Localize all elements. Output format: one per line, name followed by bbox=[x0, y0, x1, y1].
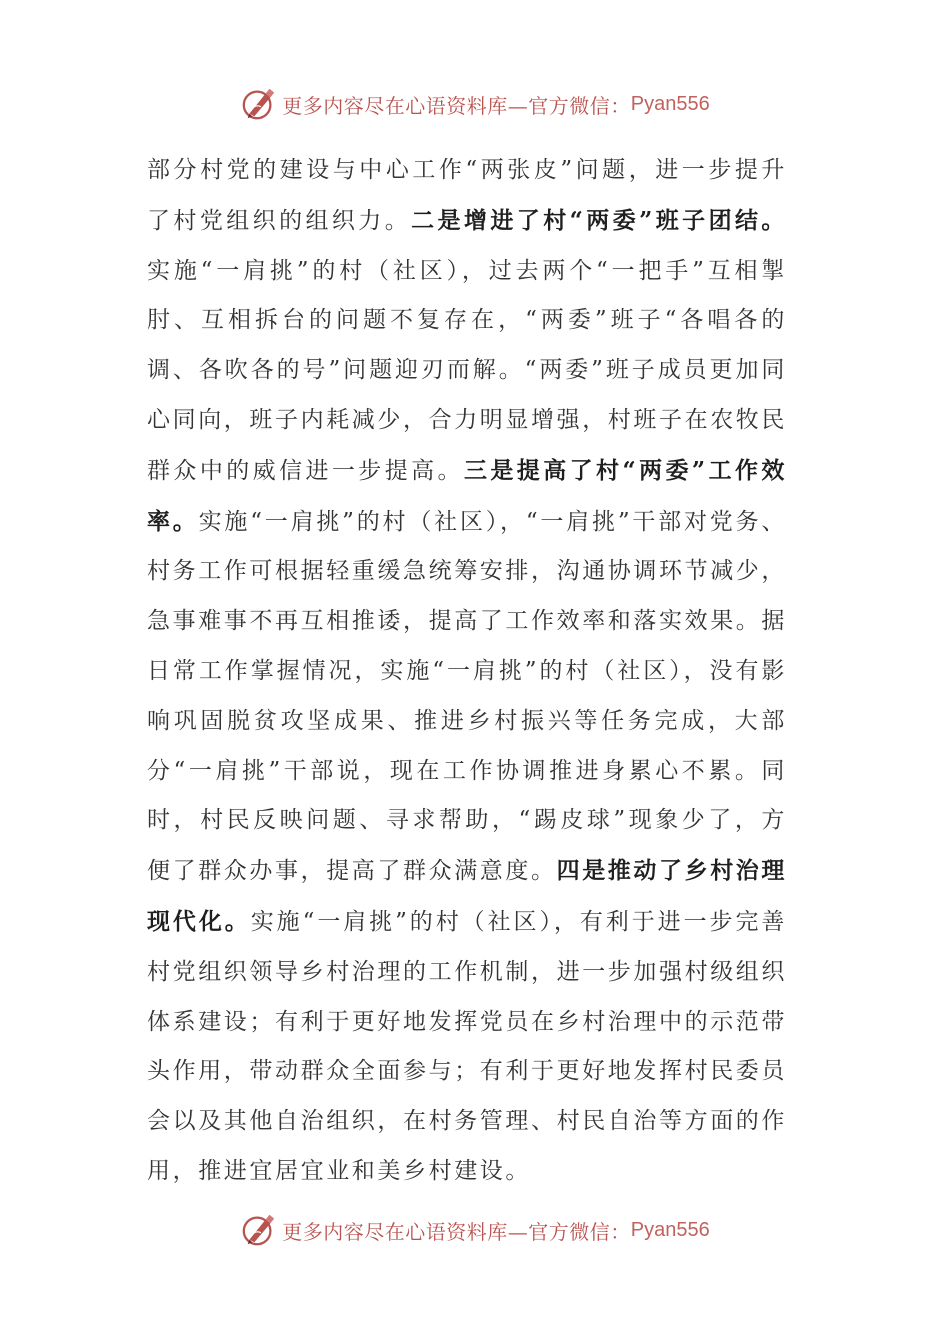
pen-logo-icon bbox=[240, 1211, 278, 1249]
header-watermark-banner bbox=[0, 82, 950, 126]
header-wechat-id: Pyan556 bbox=[630, 92, 710, 115]
footer-watermark-banner bbox=[0, 1208, 950, 1252]
body-sentence-4: 实施“一肩挑”的村（社区），有利于进一步完善村党组织领导乡村治理的工作机制，进一步加强村级组织体系建设；有利于更好地发挥党员在乡村治理中的示范带头作用，带动群众全面参与；有利于更好地发挥村民委员会以及其他自治组织，在村务管理、村民自治等方面的作用，推进宜居宜业和美乡村建设。 bbox=[147, 908, 788, 1184]
body-sentence-2: 实施“一肩挑”的村（社区），过去两个“一把手”互相掣肘、互相拆台的问题不复存在，“两委”班子“各唱各的调、各吹各的号”问题迎刃而解。“两委”班子成员更加同心同向，班子内耗减少，合力明显增强，村班子在农牧民群众中的威信进一步提高。 bbox=[147, 257, 787, 484]
pen-logo-icon bbox=[240, 85, 278, 123]
footer-wechat-id: Pyan556 bbox=[630, 1218, 710, 1241]
document-body-paragraph bbox=[147, 146, 787, 1197]
point-two-heading: 二是增进了村“两委”班子团结。 bbox=[411, 206, 787, 234]
footer-watermark-text: 更多内容尽在心语资料库—官方微信： bbox=[282, 1219, 631, 1244]
point-three-heading: 三是提高了村“两委”工作效率。 bbox=[147, 456, 787, 535]
body-sentence-3: 实施“一肩挑”的村（社区），“一肩挑”干部对党务、村务工作可根据轻重缓急统筹安排，沟通协调环节减少，急事难事不再互相推诿，提高了工作效率和落实效果。据日常工作掌握情况，实施“一肩挑”的村（社区），没有影响巩固脱贫攻坚成果、推进乡村振兴等任务完成，大部分“一肩挑”干部说，现在工作协调推进身累心不累。同时，村民反映问题、寻求帮助，“踢皮球”现象少了，方便了群众办事，提高了群众满意度。 bbox=[147, 508, 787, 885]
header-watermark-text: 更多内容尽在心语资料库—官方微信： bbox=[282, 93, 631, 118]
point-four-heading: 四是推动了乡村治理现代化。 bbox=[147, 857, 788, 935]
body-sentence-1: 部分村党的建设与中心工作“两张皮”问题，进一步提升了村党组织的组织力。 bbox=[147, 157, 787, 234]
